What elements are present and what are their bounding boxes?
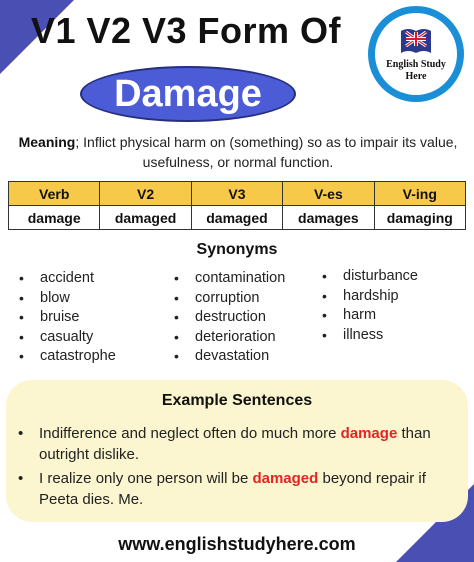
example-sentence-text	[18, 468, 448, 510]
site-logo[interactable]	[368, 6, 464, 102]
example-sentences-heading: Example Sentences	[161, 392, 313, 409]
synonyms-column-1	[19, 269, 116, 367]
list-item	[174, 308, 285, 328]
synonym-word: disturbance	[343, 268, 418, 284]
list-item	[322, 267, 418, 287]
list-item	[19, 347, 116, 367]
example-sentence	[18, 468, 448, 510]
list-item	[19, 308, 116, 328]
bullet-icon: •	[174, 309, 179, 326]
synonym-word: casualty	[40, 328, 94, 345]
synonym-word: catastrophe	[40, 348, 116, 365]
table-header-cell: V-es	[283, 182, 374, 206]
table-header-cell: Verb	[9, 182, 100, 206]
table-header-cell: V-ing	[374, 182, 465, 206]
synonym-word: devastation	[195, 348, 270, 365]
synonym-word: contamination	[195, 270, 286, 286]
meaning-label: Meaning	[18, 134, 76, 150]
synonym-word: corruption	[195, 289, 260, 306]
word-badge	[80, 66, 296, 122]
list-item	[19, 289, 116, 309]
highlighted-word: damage	[340, 425, 398, 442]
bullet-icon: •	[18, 425, 24, 442]
table-cell: damage	[9, 206, 100, 230]
word-label: Damage	[114, 72, 262, 115]
synonym-word: bruise	[40, 309, 80, 326]
sentence-text-after: than outright dislike.	[39, 425, 431, 463]
synonym-word: harm	[343, 307, 377, 324]
list-item	[174, 289, 285, 309]
bullet-icon: •	[174, 348, 179, 365]
synonym-word: hardship	[343, 287, 399, 304]
bullet-icon: •	[174, 328, 179, 345]
list-item	[19, 328, 116, 348]
synonym-word: accident	[40, 270, 95, 286]
bullet-icon: •	[322, 268, 327, 284]
sentence-text-after: beyond repair if Peeta dies. Me.	[39, 470, 426, 508]
example-sentences-box	[6, 380, 468, 522]
table-header-row	[9, 182, 466, 206]
list-item	[322, 287, 418, 307]
synonyms-column-3	[322, 267, 418, 345]
sentence-text-before: I realize only one person will be	[39, 470, 253, 487]
logo-text: English Study Here	[386, 59, 446, 82]
bullet-icon: •	[322, 287, 327, 304]
bullet-icon: •	[19, 328, 24, 345]
bullet-icon: •	[19, 270, 24, 286]
bullet-icon: •	[174, 270, 179, 286]
list-item	[322, 326, 418, 346]
synonym-word: destruction	[195, 309, 266, 326]
table-header-cell: V2	[100, 182, 191, 206]
page-title: V1 V2 V3 Form Of	[30, 10, 342, 51]
synonyms-heading: Synonyms	[196, 241, 278, 258]
list-item	[322, 306, 418, 326]
example-sentence	[18, 423, 448, 465]
bullet-icon: •	[19, 309, 24, 326]
book-with-flag-icon	[399, 27, 433, 55]
sentence-text-before: Indifference and neglect often do much more	[39, 425, 341, 442]
logo-inner-circle	[375, 13, 457, 95]
table-cell: damaged	[100, 206, 191, 230]
list-item	[174, 347, 285, 367]
list-item	[174, 269, 285, 289]
highlighted-word: damaged	[252, 470, 319, 487]
bullet-icon: •	[322, 307, 327, 324]
table-row	[9, 206, 466, 230]
synonym-word: illness	[343, 326, 384, 343]
list-item	[174, 328, 285, 348]
verb-forms-table	[8, 181, 466, 230]
meaning-paragraph	[10, 132, 466, 172]
table-cell: damaging	[374, 206, 465, 230]
bullet-icon: •	[19, 348, 24, 365]
synonym-word: blow	[40, 289, 70, 306]
synonyms-column-2	[174, 269, 285, 367]
table-cell: damaged	[191, 206, 282, 230]
bullet-icon: •	[174, 289, 179, 306]
list-item	[19, 269, 116, 289]
bullet-icon: •	[18, 470, 24, 487]
bullet-icon: •	[19, 289, 24, 306]
bullet-icon: •	[322, 326, 327, 343]
table-header-cell: V3	[191, 182, 282, 206]
meaning-text: ; Inflict physical harm on (something) so as to impair its value, usefulness, or normal function.	[75, 134, 458, 170]
table-cell: damages	[283, 206, 374, 230]
website-url[interactable]: www.englishstudyhere.com	[118, 534, 356, 554]
synonym-word: deterioration	[195, 328, 276, 345]
example-sentence-text	[18, 423, 448, 465]
